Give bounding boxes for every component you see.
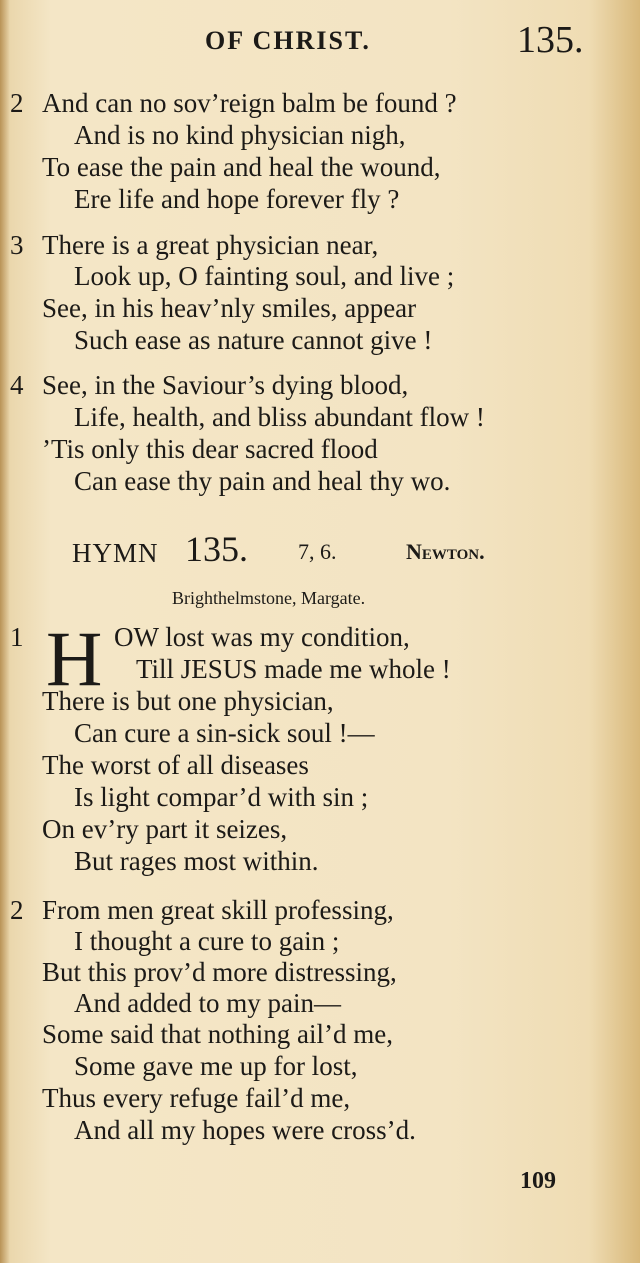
verse-line: ’Tis only this dear sacred flood xyxy=(42,434,378,464)
hymn-author: Newton. xyxy=(406,539,485,564)
verse-line: But rages most within. xyxy=(74,846,319,876)
verse-line: But this prov’d more distressing, xyxy=(42,957,397,987)
stanza-number: 3 xyxy=(10,230,24,260)
hymn-number: 135. xyxy=(185,529,248,569)
verse-line: On ev’ry part it seizes, xyxy=(42,814,288,844)
verse-line: There is but one physician, xyxy=(42,686,334,716)
verse-line: Can cure a sin-sick soul !— xyxy=(74,718,375,748)
stanza-number: 4 xyxy=(10,370,24,400)
verse-line: And can no sov’reign balm be found ? xyxy=(42,88,457,118)
stanza-number: 2 xyxy=(10,88,24,118)
verse-line: To ease the pain and heal the wound, xyxy=(42,152,441,182)
verse-line: Some said that nothing ail’d me, xyxy=(42,1019,393,1049)
verse-line: Life, health, and bliss abundant flow ! xyxy=(74,402,485,432)
tune-names: Brighthelmstone, Margate. xyxy=(172,588,366,608)
verse-line: Look up, O fainting soul, and live ; xyxy=(74,261,455,291)
verse-line: Thus every refuge fail’d me, xyxy=(42,1083,351,1113)
verse-line: Is light compar’d with sin ; xyxy=(74,782,369,812)
verse-line: See, in the Saviour’s dying blood, xyxy=(42,370,409,400)
verse-line: And added to my pain— xyxy=(74,988,341,1018)
verse-line: I thought a cure to gain ; xyxy=(74,926,340,956)
hymn-meter: 7, 6. xyxy=(298,539,337,564)
running-title: OF CHRIST. xyxy=(205,26,371,55)
stanza-number: 1 xyxy=(10,622,24,652)
signature-mark: 109 xyxy=(520,1168,556,1194)
verse-line: See, in his heav’nly smiles, appear xyxy=(42,293,417,323)
verse-line: From men great skill professing, xyxy=(42,895,394,925)
verse-line: OW lost was my condition, xyxy=(114,622,410,652)
drop-cap: H xyxy=(46,615,103,702)
verse-line: Such ease as nature cannot give ! xyxy=(74,325,433,355)
verse-line: And is no kind physician nigh, xyxy=(74,120,406,150)
verse-line: The worst of all diseases xyxy=(42,750,309,780)
verse-line: And all my hopes were cross’d. xyxy=(74,1115,416,1145)
verse-line: Some gave me up for lost, xyxy=(74,1051,358,1081)
page-spine-shadow xyxy=(0,0,10,1263)
verse-line: Can ease thy pain and heal thy wo. xyxy=(74,466,451,496)
verse-line: Ere life and hope forever fly ? xyxy=(74,184,400,214)
hymn-label: HYMN xyxy=(72,538,159,568)
stanza-number: 2 xyxy=(10,895,24,925)
verse-line: There is a great physician near, xyxy=(42,230,379,260)
running-head xyxy=(0,18,640,68)
page-number: 135. xyxy=(517,19,584,61)
verse-line: Till JESUS made me whole ! xyxy=(136,654,451,684)
hymn-heading xyxy=(0,529,640,577)
